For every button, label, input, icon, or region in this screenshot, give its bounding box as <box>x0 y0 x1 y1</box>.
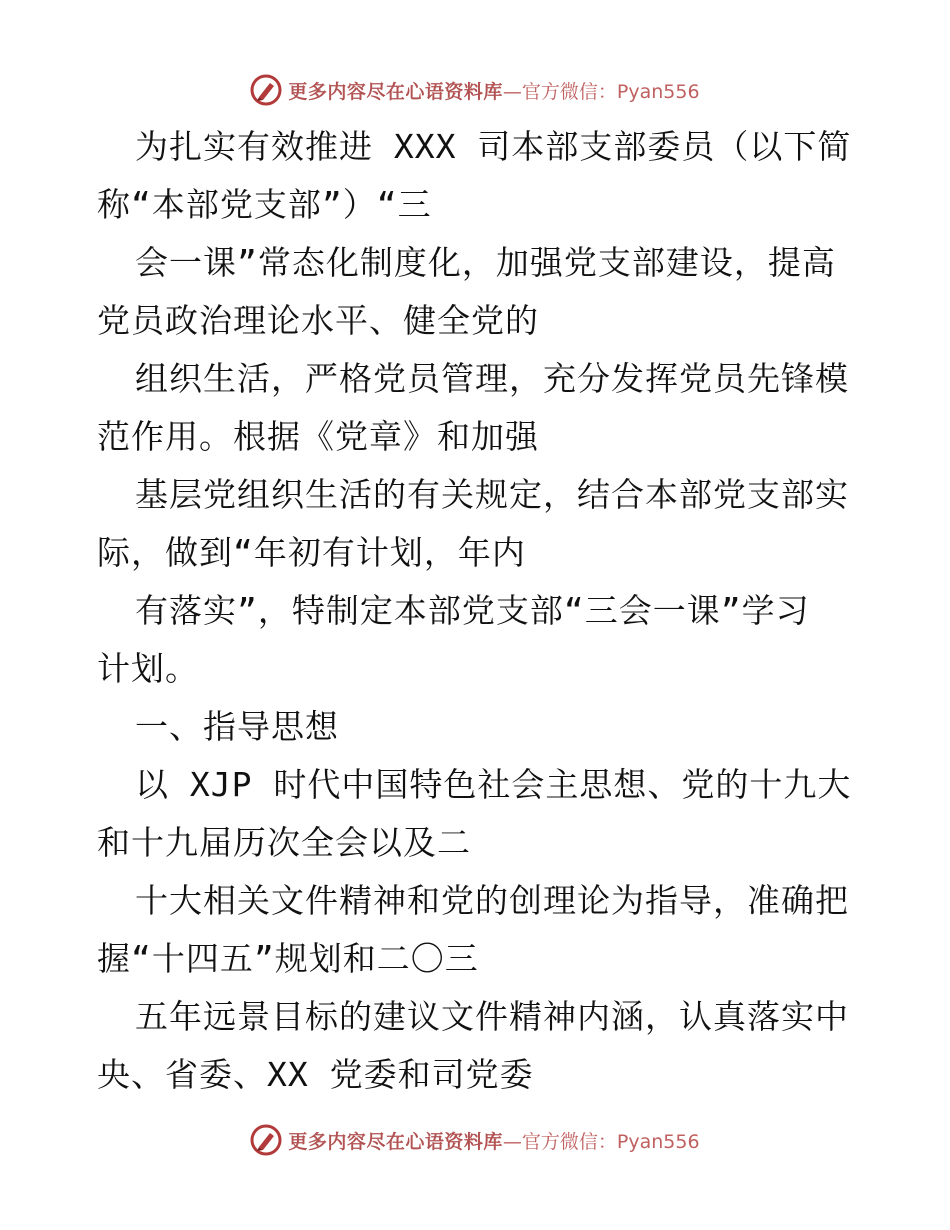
paragraph-line: 计划。 <box>97 649 199 688</box>
paragraph-line: 五年远景目标的建议文件精神内涵，认真落实中 <box>135 997 849 1036</box>
paragraph-line: 以 XJP 时代中国特色社会主思想、党的十九大 <box>135 765 852 804</box>
paragraph-line: 基层党组织生活的有关规定，结合本部党支部实 <box>135 475 849 514</box>
paragraph-line: 和十九届历次全会以及二 <box>97 823 471 862</box>
paragraph-line: 央、省委、XX 党委和司党委 <box>97 1055 534 1094</box>
watermark-main-text: 更多内容尽在心语资料库 <box>288 1130 503 1153</box>
paragraph-line: 会一课”常态化制度化，加强党支部建设，提高 <box>135 243 836 282</box>
watermark-main-text: 更多内容尽在心语资料库 <box>288 80 503 103</box>
paragraph-line: 党员政治理论水平、健全党的 <box>97 301 539 340</box>
watermark-footer <box>0 1120 950 1160</box>
document-body <box>97 118 857 1104</box>
paragraph-line: 握“十四五”规划和二〇三 <box>97 939 479 978</box>
pen-logo-icon <box>250 1124 282 1156</box>
paragraph-line: 组织生活，严格党员管理，充分发挥党员先锋模 <box>135 359 849 398</box>
watermark-header <box>0 70 950 110</box>
watermark-suffix-text: —官方微信：Pyan556 <box>502 80 700 103</box>
paragraph-line: 际，做到“年初有计划，年内 <box>97 533 526 572</box>
paragraph-line: 十大相关文件精神和党的创理论为指导，准确把 <box>135 881 849 920</box>
pen-logo-icon <box>250 74 282 106</box>
section-heading: 一、指导思想 <box>135 707 339 746</box>
paragraph-line: 有落实”，特制定本部党支部“三会一课”学习 <box>135 591 810 630</box>
paragraph-line: 称“本部党支部”）“三 <box>97 185 432 224</box>
paragraph-line: 范作用。根据《党章》和加强 <box>97 417 539 456</box>
paragraph-line: 为扎实有效推进 XXX 司本部支部委员（以下简 <box>135 127 852 166</box>
watermark-suffix-text: —官方微信：Pyan556 <box>502 1130 700 1153</box>
